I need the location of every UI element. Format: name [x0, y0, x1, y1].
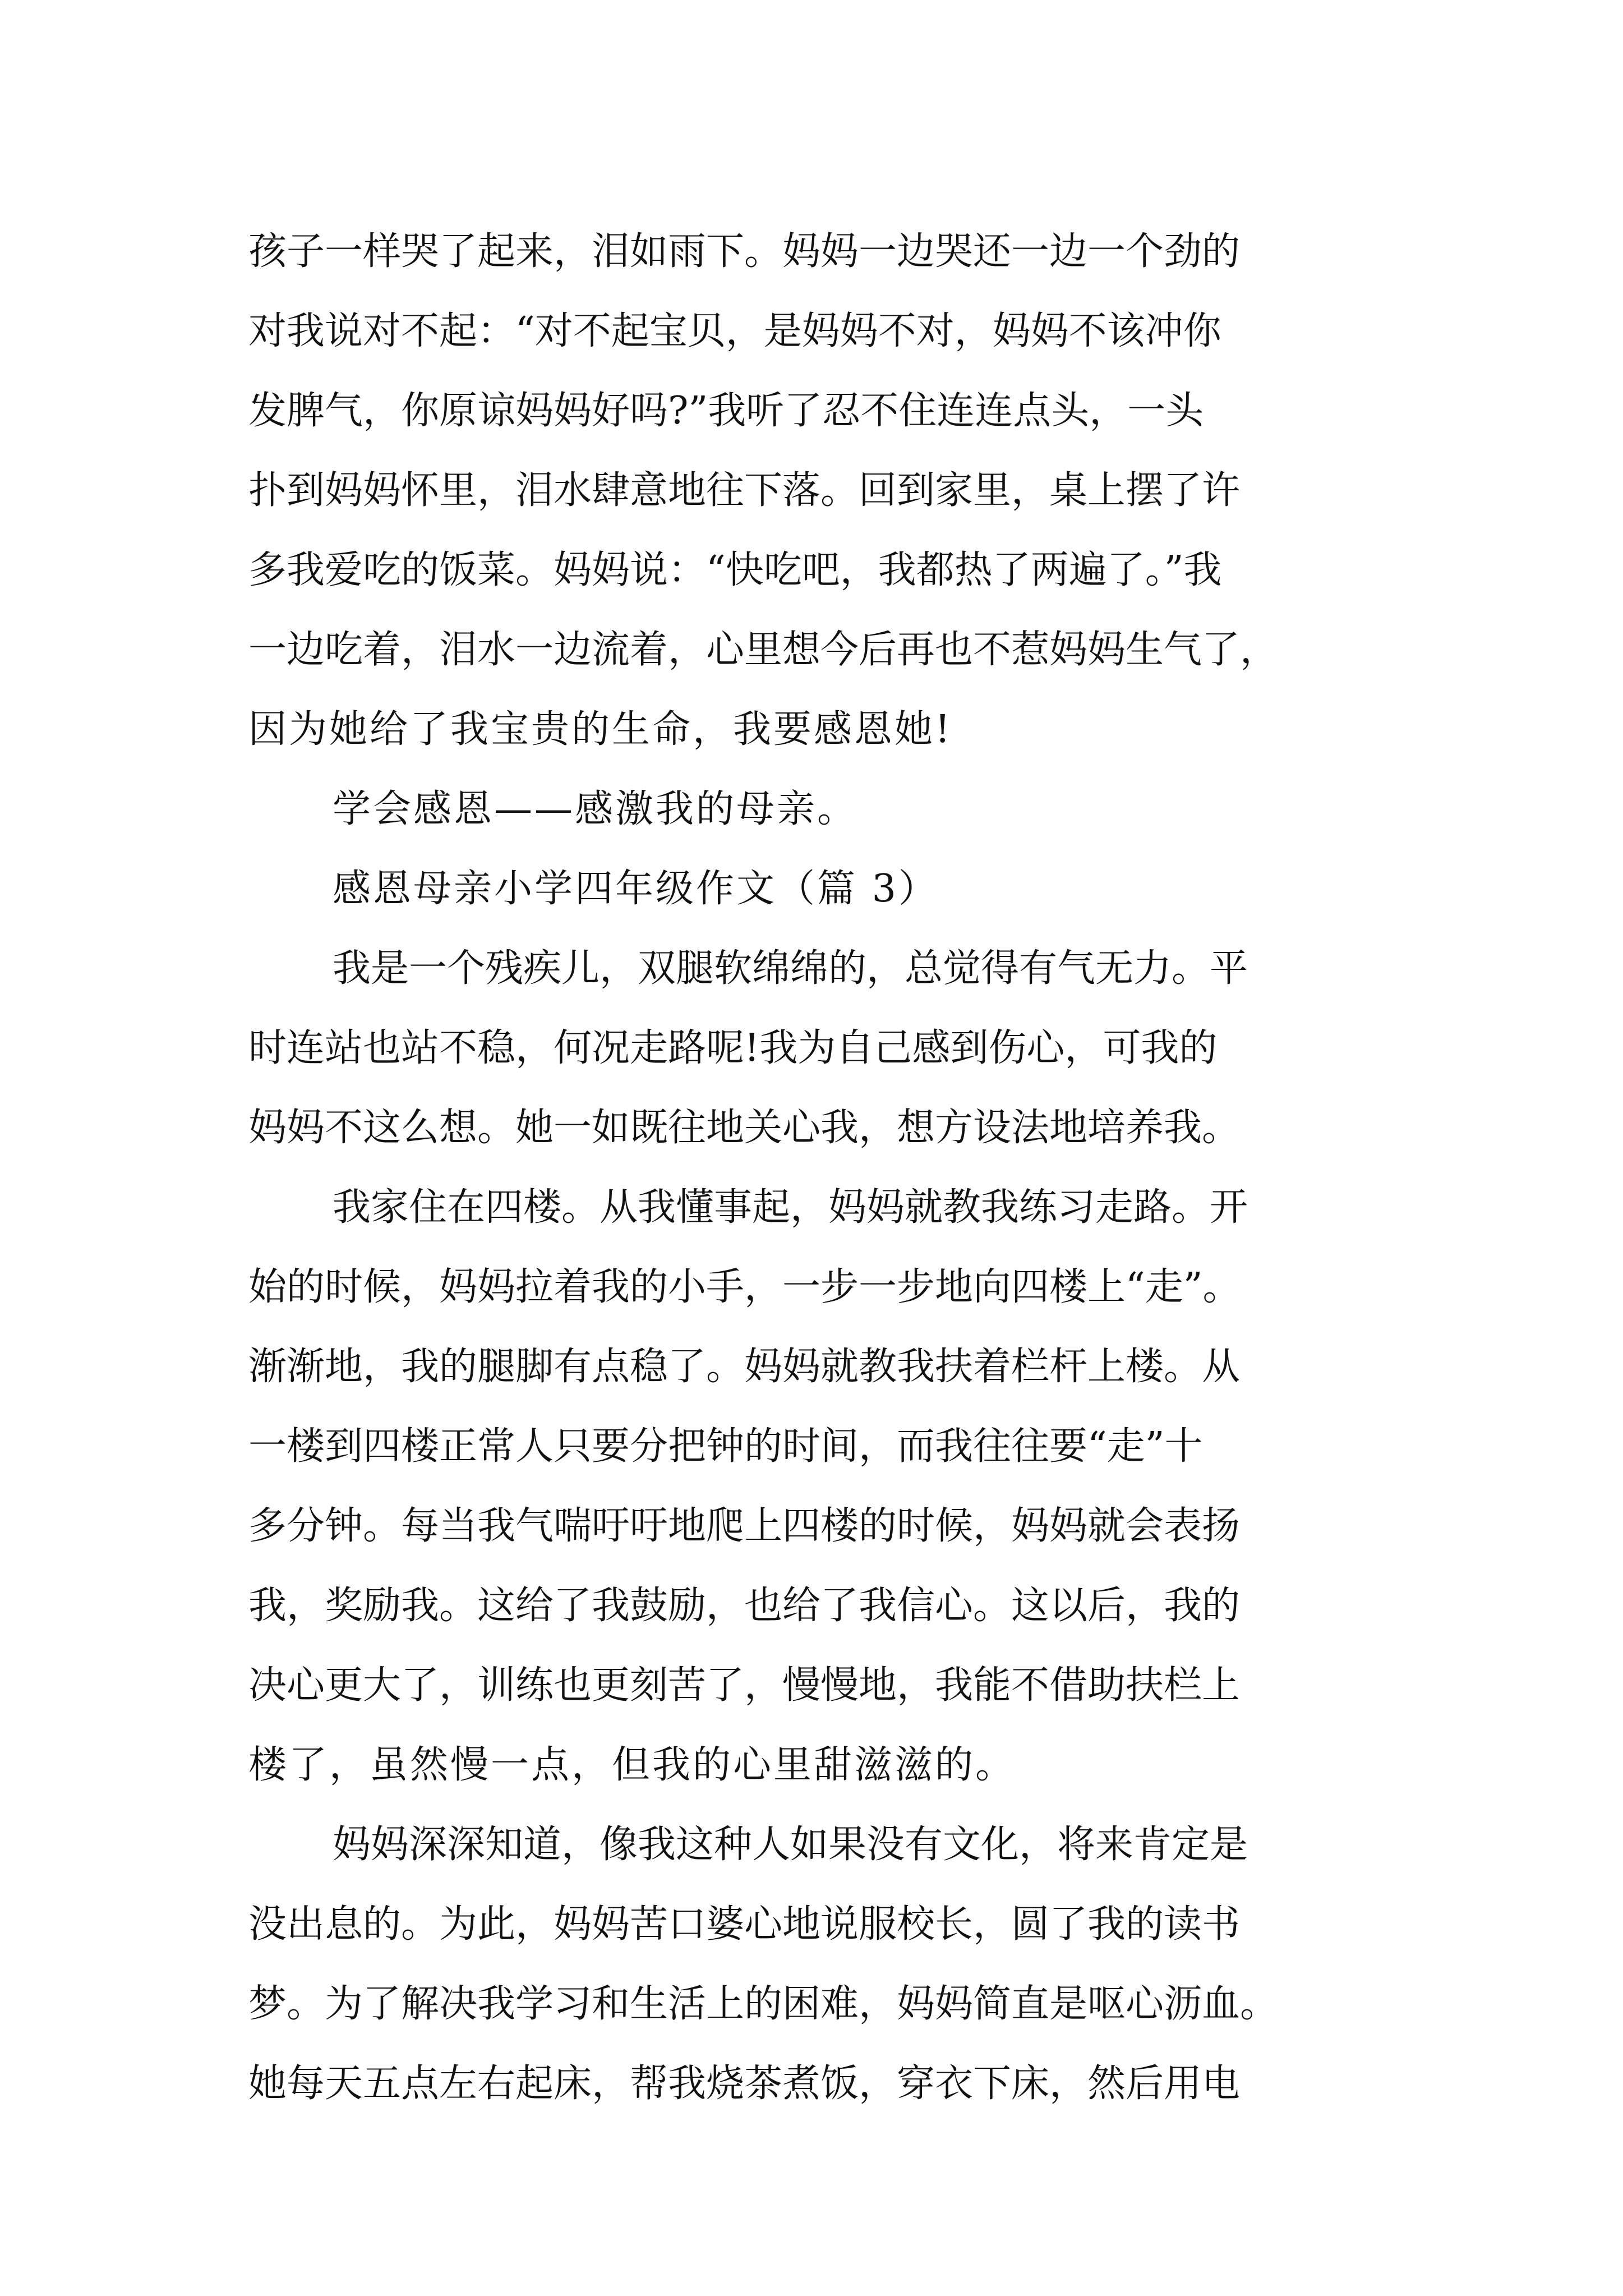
text-line: 梦。为了解决我学习和生活上的困难，妈妈简直是呕心沥血。 [248, 1982, 1279, 2026]
text-line: 扑到妈妈怀里，泪水肆意地往下落。回到家里，桌上摆了许 [248, 468, 1241, 513]
text-line: 一楼到四楼正常人只要分把钟的时间，而我往往要“走”十 [248, 1424, 1203, 1469]
text-line: 妈妈不这么想。她一如既往地关心我，想方设法地培养我。 [248, 1106, 1241, 1150]
text-line: 孩子一样哭了起来，泪如雨下。妈妈一边哭还一边一个劲的 [248, 229, 1241, 274]
text-line: 一边吃着，泪水一边流着，心里想今后再也不惹妈妈生气了， [248, 628, 1279, 672]
paragraph-first-line: 妈妈深深知道，像我这种人如果没有文化，将来肯定是 [333, 1823, 1248, 1867]
text-line: 多分钟。每当我气喘吁吁地爬上四楼的时候，妈妈就会表扬 [248, 1504, 1241, 1548]
text-line: 决心更大了，训练也更刻苦了，慢慢地，我能不借助扶栏上 [248, 1663, 1241, 1708]
paragraph-first-line: 学会感恩——感激我的母亲。 [333, 787, 858, 831]
text-line: 始的时候，妈妈拉着我的小手，一步一步地向四楼上“走”。 [248, 1265, 1241, 1309]
body-text [248, 212, 1393, 2124]
text-line: 发脾气，你原谅妈妈好吗?”我听了忍不住连连点头，一头 [248, 389, 1204, 433]
text-line: 对我说对不起：“对不起宝贝，是妈妈不对，妈妈不该冲你 [248, 309, 1221, 353]
text-line: 没出息的。为此，妈妈苦口婆心地说服校长，圆了我的读书 [248, 1902, 1241, 1947]
text-line: 楼了，虽然慢一点，但我的心里甜滋滋的。 [248, 1743, 1016, 1787]
text-line: 我，奖励我。这给了我鼓励，也给了我信心。这以后，我的 [248, 1584, 1241, 1628]
paragraph-first-line: 感恩母亲小学四年级作文（篇 3） [333, 867, 939, 911]
paragraph-first-line: 我是一个残疾儿，双腿软绵绵的，总觉得有气无力。平 [333, 946, 1248, 991]
text-line: 渐渐地，我的腿脚有点稳了。妈妈就教我扶着栏杆上楼。从 [248, 1345, 1241, 1389]
paragraph-first-line: 我家住在四楼。从我懂事起，妈妈就教我练习走路。开 [333, 1185, 1248, 1230]
text-line: 因为她给了我宝贵的生命，我要感恩她! [248, 707, 953, 752]
text-line: 时连站也站不稳，何况走路呢!我为自己感到伤心，可我的 [248, 1026, 1218, 1070]
text-line: 多我爱吃的饭菜。妈妈说：“快吃吧，我都热了两遍了。”我 [248, 548, 1222, 592]
text-line: 她每天五点左右起床，帮我烧茶煮饭，穿衣下床，然后用电 [248, 2062, 1241, 2106]
